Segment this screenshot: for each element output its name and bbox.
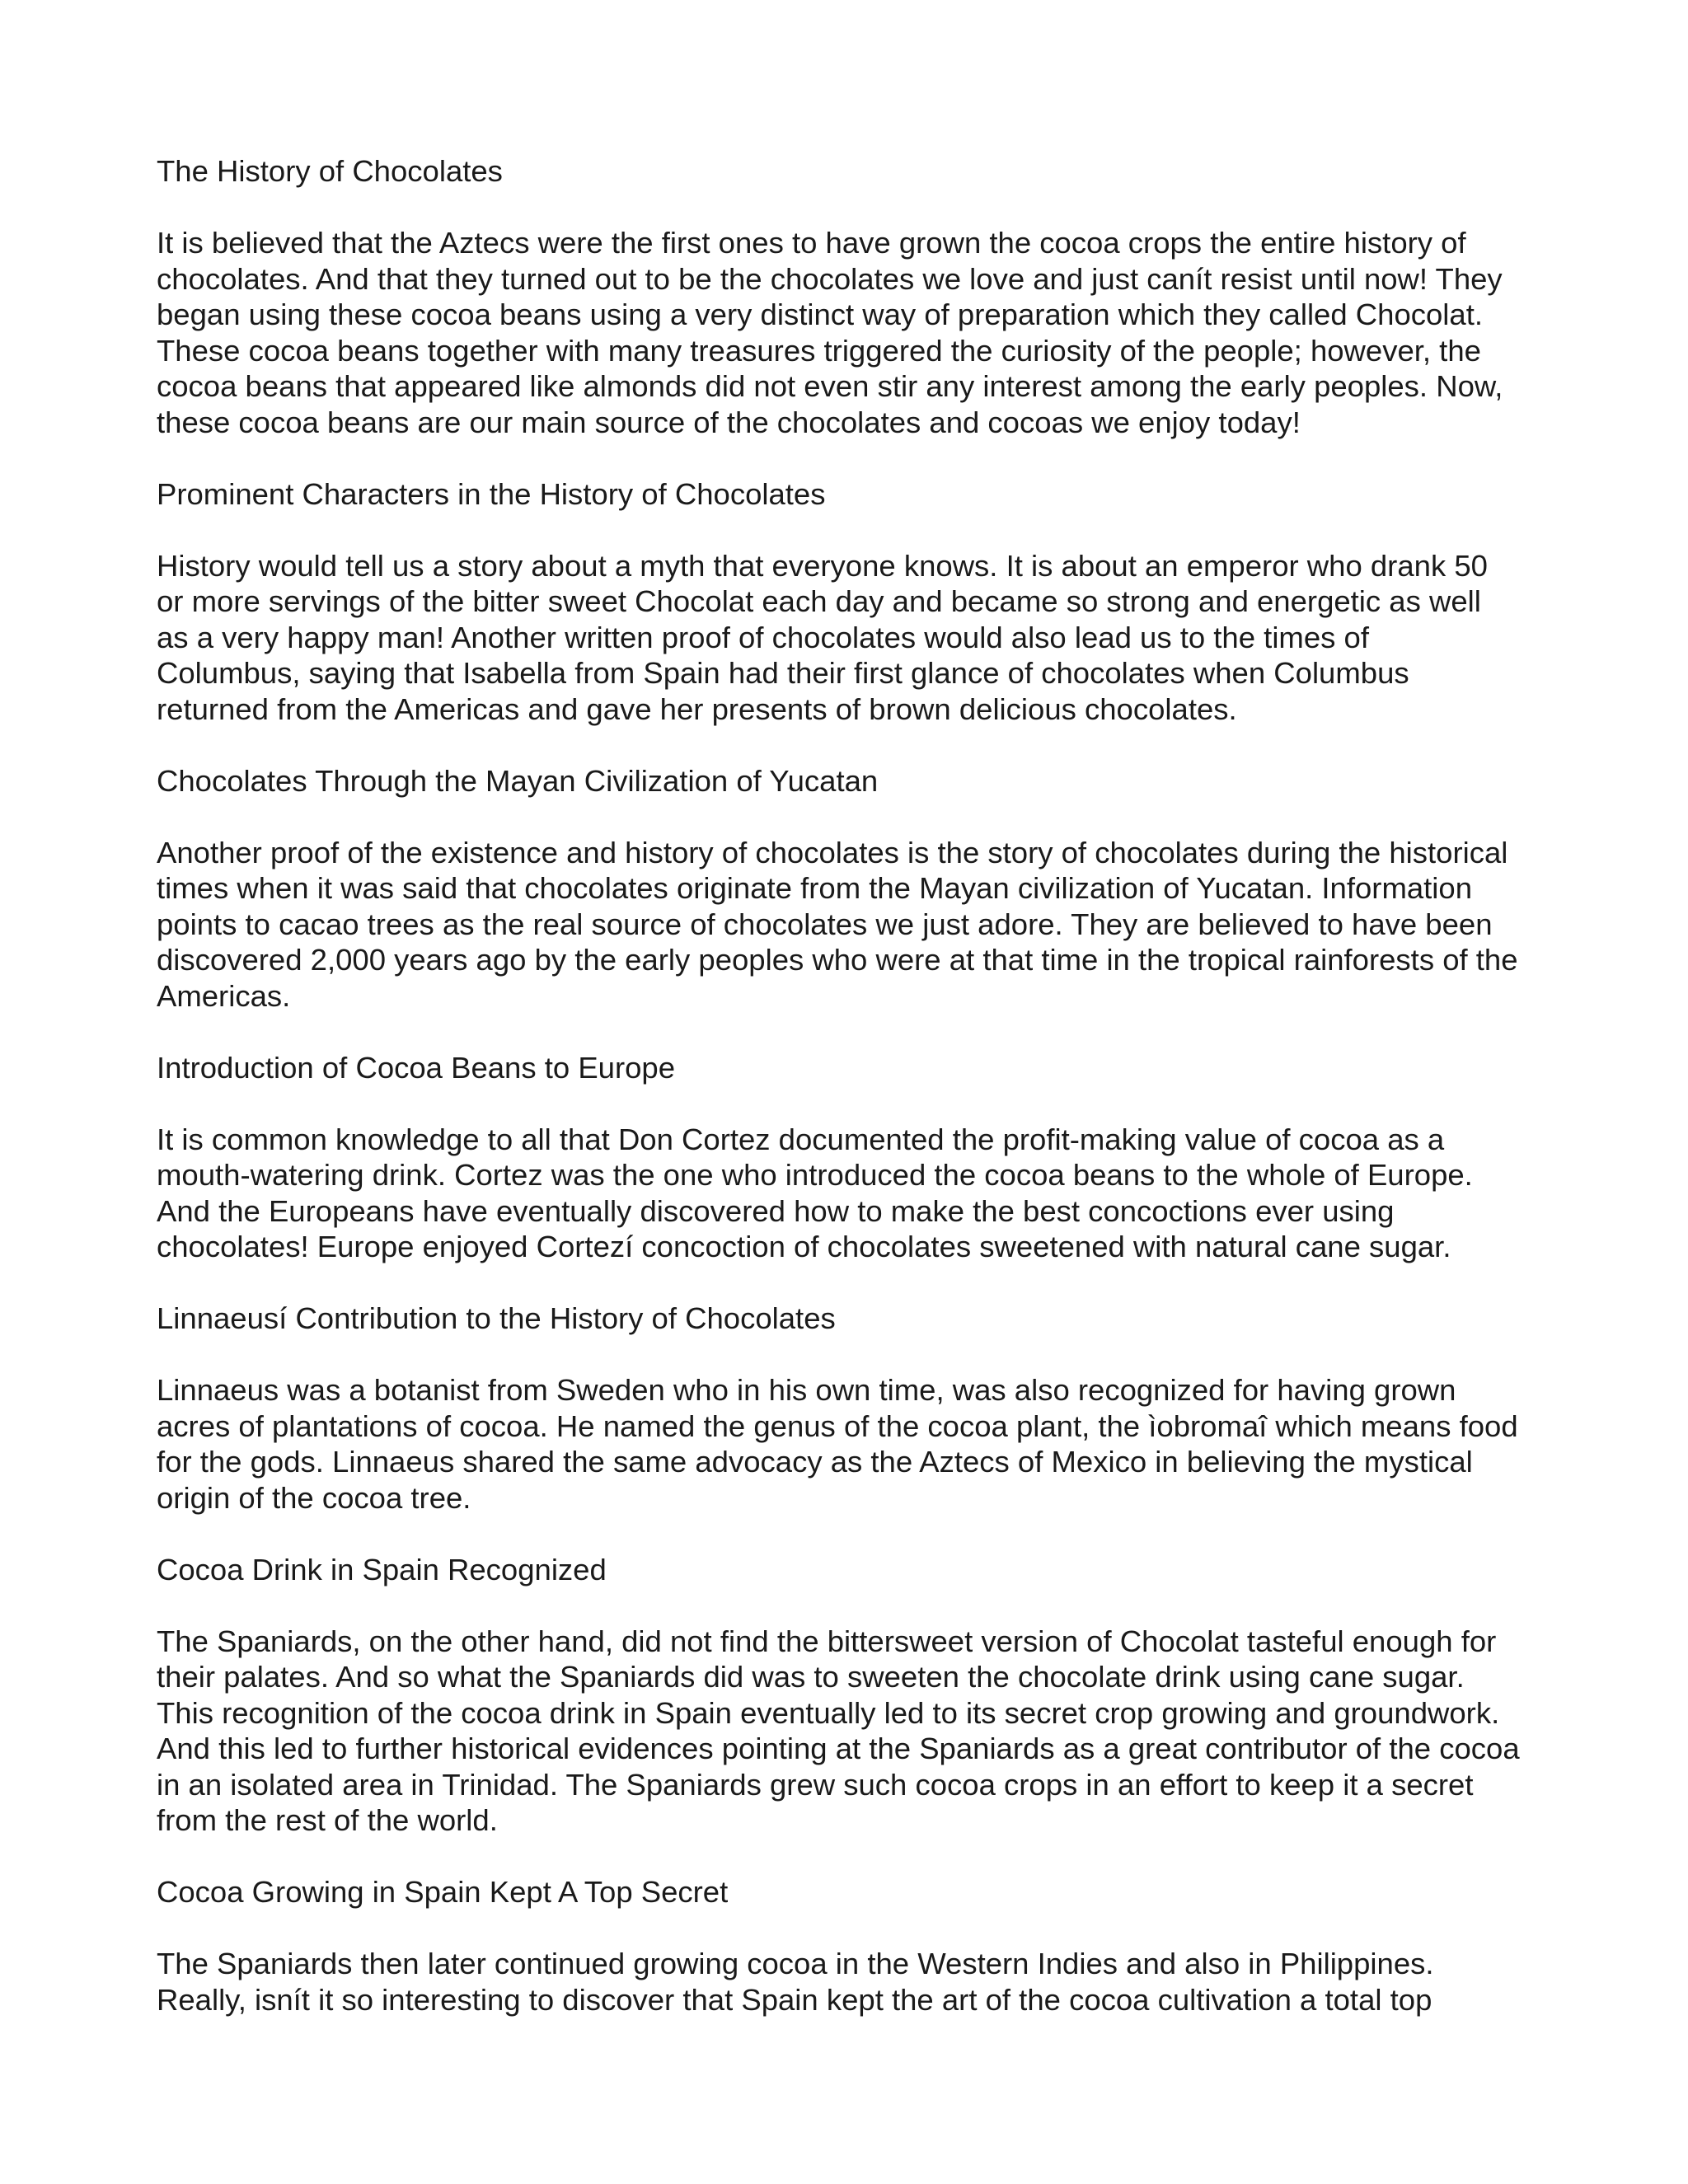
document-title: The History of Chocolates	[157, 154, 503, 188]
section-paragraph-top-secret: The Spaniards then later continued growing cocoa in the Western Indies and also in Philippines. Really, isnít it so interesting to discover that Spain kept the art of the cocoa cultivation a total top	[157, 1947, 1434, 2017]
section-heading-mayan-civilization: Chocolates Through the Mayan Civilization of Yucatan	[157, 763, 879, 798]
section-heading-introduction-to-europe: Introduction of Cocoa Beans to Europe	[157, 1050, 676, 1085]
section-heading-cocoa-drink-spain: Cocoa Drink in Spain Recognized	[157, 1552, 607, 1586]
section-paragraph-cocoa-drink-spain: The Spaniards, on the other hand, did not find the bittersweet version of Chocolat tasteful enough for their palates. And so what the Spaniards did was to sweeten the chocolate drink using cane sugar. This recognition of the cocoa drink in Spain eventually led to its secret crop growing and groundwork. And this led to further historical evidences pointing at the Spaniards as a great contributor of the cocoa in an isolated area in Trinidad. The Spaniards grew such cocoa crops in an effort to keep it a secret from the rest of the world.	[157, 1624, 1520, 1837]
section-paragraph-linnaeus-contribution: Linnaeus was a botanist from Sweden who in his own time, was also recognized for having grown acres of plantations of cocoa. He named the genus of the cocoa plant, the ìobromaî which means food for the gods. Linnaeus shared the same advocacy as the Aztecs of Mexico in believing the mystical origin of the cocoa tree.	[157, 1373, 1518, 1515]
section-paragraph-introduction-to-europe: It is common knowledge to all that Don Cortez documented the profit-making value of cocoa as a mouth-watering drink. Cortez was the one who introduced the cocoa beans to the whole of Europe. And the Europeans have eventually discovered how to make the best concoctions ever using chocolates! Europe enjoyed Cortezí concoction of chocolates sweetened with natural cane sugar.	[157, 1122, 1473, 1263]
section-heading-top-secret: Cocoa Growing in Spain Kept A Top Secret	[157, 1875, 729, 1909]
section-paragraph-mayan-civilization: Another proof of the existence and history of chocolates is the story of chocolates during the historical times when it was said that chocolates originate from the Mayan civilization of Yucatan. Information points to cacao trees as the real source of chocolates we just adore. They are believed to have been discovered 2,000 years ago by the early peoples who were at that time in the tropical rainforests of the Americas.	[157, 835, 1518, 1013]
section-heading-prominent-characters: Prominent Characters in the History of Chocolates	[157, 476, 826, 511]
section-paragraph-prominent-characters: History would tell us a story about a myth that everyone knows. It is about an emperor who drank 50 or more servings of the bitter sweet Chocolat each day and became so strong and energetic as well as a very happy man! Another written proof of chocolates would also lead us to the times of Columbus, saying that Isabella from Spain had their first glance of chocolates when Columbus returned from the Americas and gave her presents of brown delicious chocolates.	[157, 548, 1488, 726]
document-body	[157, 153, 1541, 2054]
section-heading-linnaeus-contribution: Linnaeusí Contribution to the History of Chocolates	[157, 1301, 836, 1335]
intro-paragraph: It is believed that the Aztecs were the first ones to have grown the cocoa crops the entire history of chocolates. And that they turned out to be the chocolates we love and just canít resist until now! They began using these cocoa beans using a very distinct way of preparation which they called Chocolat. These cocoa beans together with many treasures triggered the curiosity of the people; however, the cocoa beans that appeared like almonds did not even stir any interest among the early peoples. Now, these cocoa beans are our main source of the chocolates and cocoas we enjoy today!	[157, 226, 1503, 439]
